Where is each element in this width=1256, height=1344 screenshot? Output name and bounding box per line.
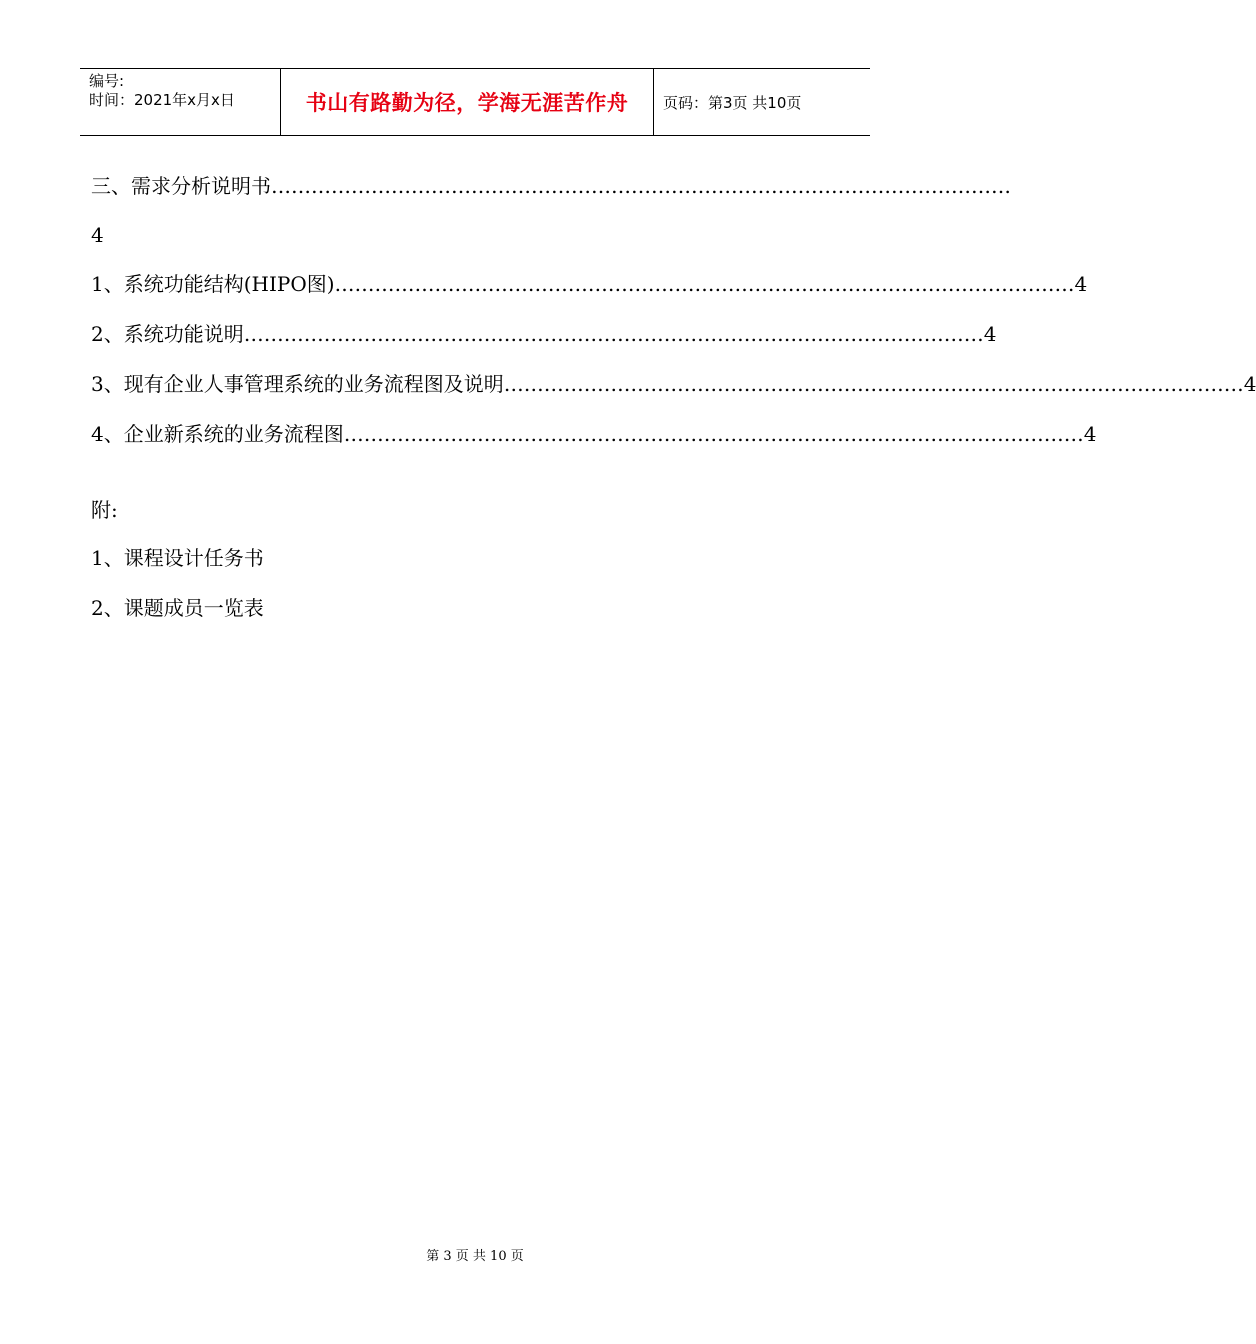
toc-item xyxy=(91,421,1097,447)
appendix-label: 附: xyxy=(91,498,118,522)
page-header xyxy=(80,68,870,136)
toc-item-page: 4 xyxy=(1074,272,1088,296)
toc-section-heading xyxy=(91,173,1011,199)
toc-item-title: 3、现有企业人事管理系统的业务流程图及说明 xyxy=(91,372,504,396)
toc-item-page: 4 xyxy=(1083,422,1097,446)
toc-section-page: 4 xyxy=(91,223,104,247)
toc-dot-leader: ………………………………………………………………………………………………… xyxy=(334,272,1075,296)
toc-dot-leader: ………………………………………………………………………………………………… xyxy=(271,174,1011,198)
toc-dot-leader: ………………………………………………………………………………………………… xyxy=(243,322,984,346)
document-date: 时间：2021年x月x日 xyxy=(89,91,235,109)
appendix-item: 1、课程设计任务书 xyxy=(91,546,264,570)
toc-item xyxy=(91,321,997,347)
page-footer: 第 3 页 共 10 页 xyxy=(426,1249,524,1264)
toc-section-title: 三、需求分析说明书 xyxy=(91,174,271,198)
header-page-info: 页码：第3页 共10页 xyxy=(663,93,802,112)
toc-item-page: 4 xyxy=(983,322,997,346)
toc-item xyxy=(91,371,1256,397)
document-number-label: 编号: xyxy=(89,72,125,90)
toc-item-page: 4 xyxy=(1243,372,1256,396)
toc-item xyxy=(91,271,1088,297)
toc-item-title: 1、系统功能结构(HIPO图) xyxy=(91,272,335,296)
header-motto: 书山有路勤为径，学海无涯苦作舟 xyxy=(281,69,654,135)
appendix-item: 2、课题成员一览表 xyxy=(91,596,264,620)
toc-item-title: 4、企业新系统的业务流程图 xyxy=(91,422,344,446)
toc-dot-leader: ………………………………………………………………………………………………… xyxy=(343,422,1084,446)
toc-dot-leader: ………………………………………………………………………………………………… xyxy=(503,372,1244,396)
toc-item-title: 2、系统功能说明 xyxy=(91,322,244,346)
header-meta xyxy=(80,69,281,135)
